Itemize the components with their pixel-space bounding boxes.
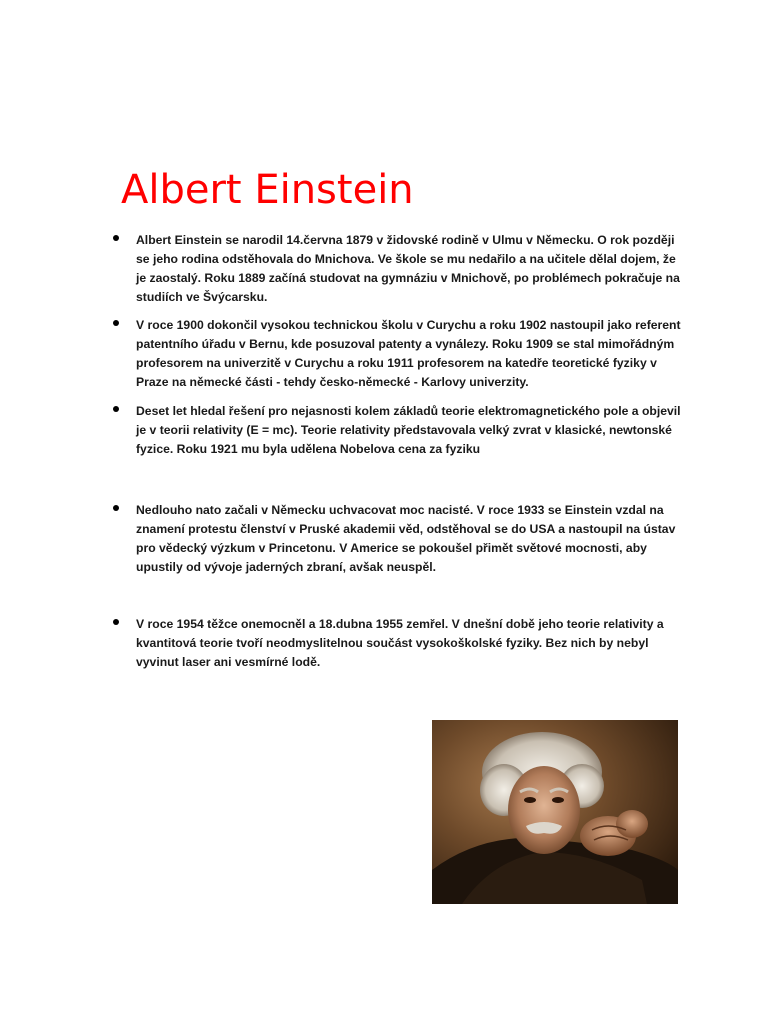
bullet-icon	[113, 235, 119, 241]
bullet-item	[136, 615, 681, 672]
bullet-icon	[113, 320, 119, 326]
bullet-text: V roce 1954 těžce onemocněl a 18.dubna 1955 zemřel. V dnešní době jeho teorie relativity a kvantitová teorie tvoří neodmyslitelnou součást vysokoškolské fyziky. Bez nich by nebyl vyvinut laser ani vesmírné lodě.	[136, 617, 664, 669]
bullet-icon	[113, 406, 119, 412]
portrait-image	[432, 720, 678, 904]
bullet-item	[136, 402, 681, 459]
bullet-text: V roce 1900 dokončil vysokou technickou školu v Curychu a roku 1902 nastoupil jako referent patentního úřadu v Bernu, kde posuzoval patenty a vynálezy. Roku 1909 se stal mimořádným profesorem na univerzitě v Curychu a roku 1911 profesorem na katedře teoretické fyziky v Praze na německé části - tehdy česko-německé - Karlovy univerzity.	[136, 318, 681, 389]
bullet-item	[136, 501, 681, 577]
bullet-item	[136, 316, 681, 392]
document-title: Albert Einstein	[121, 167, 414, 213]
bullet-text: Deset let hledal řešení pro nejasnosti kolem základů teorie elektromagnetického pole a objevil je v teorii relativity (E = mc). Teorie relativity představovala velký zvrat v klasické, newtonské fyzice. Roku 1921 mu byla udělena Nobelova cena za fyziku	[136, 404, 681, 456]
bullet-text: Albert Einstein se narodil 14.června 1879 v židovské rodině v Ulmu v Německu. O rok později se jeho rodina odstěhovala do Mnichova. Ve škole se mu nedařilo a na učitele dělal dojem, že je zaostalý. Roku 1889 začíná studovat na gymnáziu v Mnichově, po problémech pokračuje na studiích ve Švýcarsku.	[136, 233, 680, 304]
bullet-icon	[113, 505, 119, 511]
portrait-photo	[432, 720, 678, 904]
bullet-text: Nedlouho nato začali v Německu uchvacovat moc nacisté. V roce 1933 se Einstein vzdal na znamení protestu členství v Pruské akademii věd, odstěhoval se do USA a nastoupil na ústav pro vědecký výzkum v Princetonu. V Americe se pokoušel přimět světové mocnosti, aby upustily od vývoje jaderných zbraní, avšak neuspěl.	[136, 503, 676, 574]
bullet-item	[136, 231, 681, 307]
bullet-icon	[113, 619, 119, 625]
